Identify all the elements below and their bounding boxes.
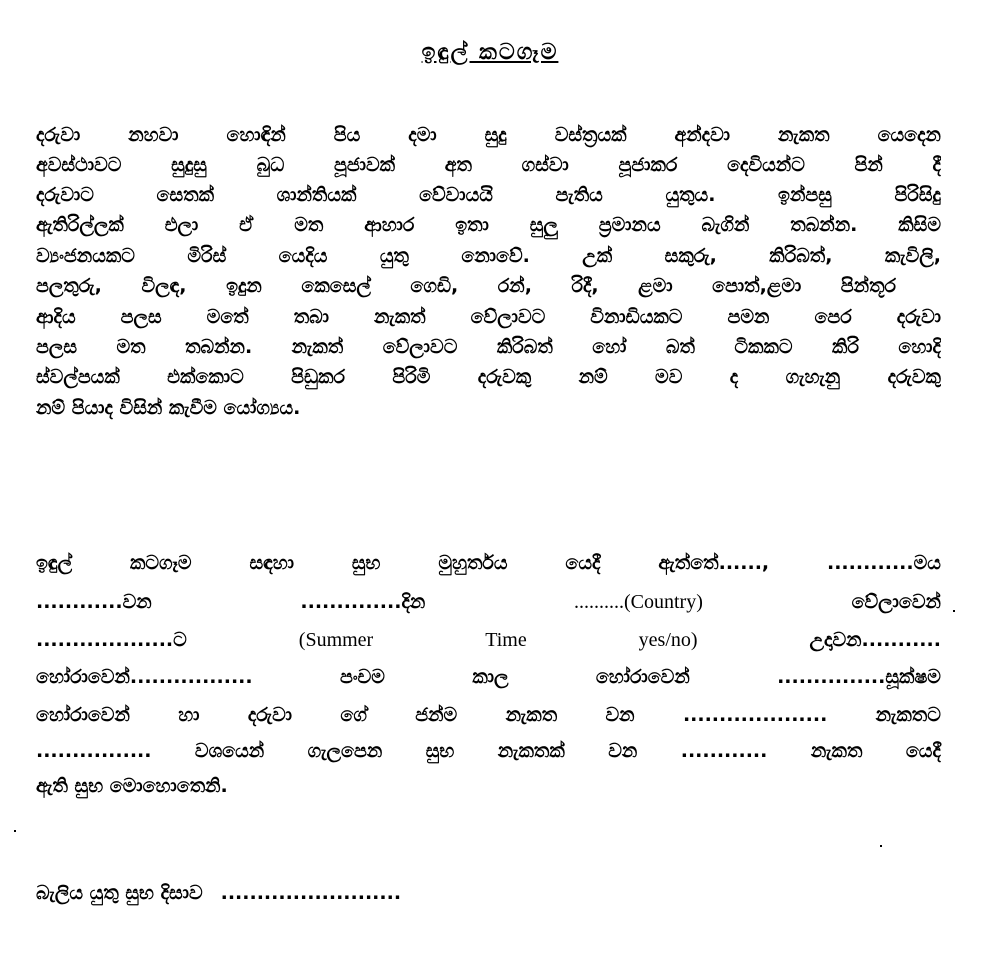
form-word: කටගෑම — [129, 552, 192, 574]
summer-time-label: Time — [485, 629, 527, 651]
page-title: ඉඳුල් කටගෑම — [421, 40, 559, 65]
form-word: යෙදී — [565, 552, 601, 574]
country-blank[interactable]: ..........(Country) — [574, 591, 703, 613]
sukshama-blank[interactable]: ...............සූක්ෂම — [777, 666, 941, 688]
paragraph-line: අවස්ථාවට සුදුසු බුධ පූජාවක් අත ගස්වා පූජාකර දෙවියන්ට පින් දී — [36, 154, 941, 176]
date-blank[interactable]: ඇත්තේ......, — [658, 552, 770, 574]
form-row — [36, 625, 941, 655]
form-word: ගේ — [340, 704, 367, 726]
paragraph-line: නම් පියාද විසින් කැවීම යෝග්‍යය. — [36, 397, 301, 419]
form-word: කාල — [472, 666, 509, 688]
form-word: සුභ — [351, 552, 381, 574]
day-blank[interactable]: ..............දින — [300, 591, 426, 613]
form-word: හා — [178, 704, 200, 726]
month-blank[interactable]: ............වන — [36, 591, 152, 613]
form-word: නැකත — [505, 704, 558, 726]
form-word: වන — [605, 704, 635, 726]
direction-blank[interactable]: ......................... — [220, 882, 402, 904]
direction-row — [36, 878, 941, 908]
form-row — [36, 662, 941, 692]
yes-no-option[interactable]: yes/no) — [638, 629, 698, 651]
paragraph-line: පලස මත තබන්න. නැකත් වේලාවට කිරිබත් හෝ බත් ටිකකට කිරි හොදි — [36, 336, 941, 358]
form-word: මුහුර්තය — [438, 552, 508, 574]
form-word: වශයෙන් — [194, 740, 265, 762]
year-blank[interactable]: ............මය — [826, 552, 941, 574]
scan-speck — [880, 845, 882, 847]
relation-blank[interactable]: ................ — [36, 740, 152, 762]
form-word: සඳහා — [249, 552, 295, 574]
form-word: නැකතක් — [497, 740, 565, 762]
form-word: සුභ — [425, 740, 455, 762]
form-word: හෝරාවෙන් — [36, 704, 130, 726]
form-word: පංචම — [339, 666, 385, 688]
paragraph-line: ව්‍යංජනයකට මිරිස් යෙදිය යුතු නොවේ. උක් සකුරු, කිරිබත්, කැවිලි, — [36, 245, 941, 267]
paragraph-line: ඇතිරිල්ලක් එලා ඒ මත ආහාර ඉතා සුලු ප්‍රමානය බැගින් තබන්න. කිසිම — [36, 214, 941, 236]
form-row — [36, 736, 941, 766]
birth-star-blank[interactable]: .................... — [682, 704, 828, 726]
form-word: දරුවා — [247, 704, 293, 726]
paragraph-line: ආදිය පලස මතේ තබා නැකත් වේලාවට විනාඩියකට පමන පෙර දරුවා — [36, 306, 941, 328]
form-row — [36, 771, 941, 801]
paragraph-line: ස්වල්පයක් එක්කොට පිඩුකර පිරිමි දරුවකු නම් මව ද ගැහැනු දරුවකු — [36, 366, 941, 388]
paragraph-line: පලතුරු, විලඳ, ඉදුන කෙසෙල් ගෙඩි, රන්, රිදී, ළමා පොත්,ළමා පින්තූර — [36, 275, 896, 297]
form-word: ගැලපෙන — [307, 740, 383, 762]
paragraph-line: දරුවා නහවා හොඳින් පිය දමා සුදු වස්ත්‍රයක් අන්දවා නැකත යෙදෙන — [36, 124, 941, 146]
summer-time-label: (Summer — [298, 629, 374, 651]
scan-speck — [953, 610, 955, 612]
form-word: වන — [608, 740, 638, 762]
direction-label: බැලිය යුතු සුභ දිසාව — [36, 882, 203, 904]
form-word: ඉඳුල් — [36, 552, 73, 574]
form-row — [36, 587, 941, 617]
time-blank[interactable]: ...................ට — [36, 629, 187, 651]
form-row — [36, 700, 941, 730]
rising-blank[interactable]: උදාවන........... — [809, 629, 941, 651]
form-word: නැකත — [810, 740, 863, 762]
form-row — [36, 548, 941, 578]
form-word: වේලාවෙන් — [851, 591, 941, 613]
form-word: යෙදී — [905, 740, 941, 762]
form-word: ජන්ම — [415, 704, 458, 726]
scan-speck — [14, 830, 16, 832]
auspicious-star-blank[interactable]: ............ — [680, 740, 768, 762]
paragraph-line: දරුවාට සෙතක් ශාන්තියක් වේවායයි පැතිය යුතුය. ඉන්පසු පිරිසිදු — [36, 184, 941, 206]
form-closing-text: ඇති සුභ මොහොතෙනි. — [36, 775, 228, 797]
hora-blank[interactable]: හෝරාවෙන්................. — [36, 666, 253, 688]
form-word: නැකතට — [875, 704, 941, 726]
form-word: හෝරාවෙන් — [595, 666, 690, 688]
